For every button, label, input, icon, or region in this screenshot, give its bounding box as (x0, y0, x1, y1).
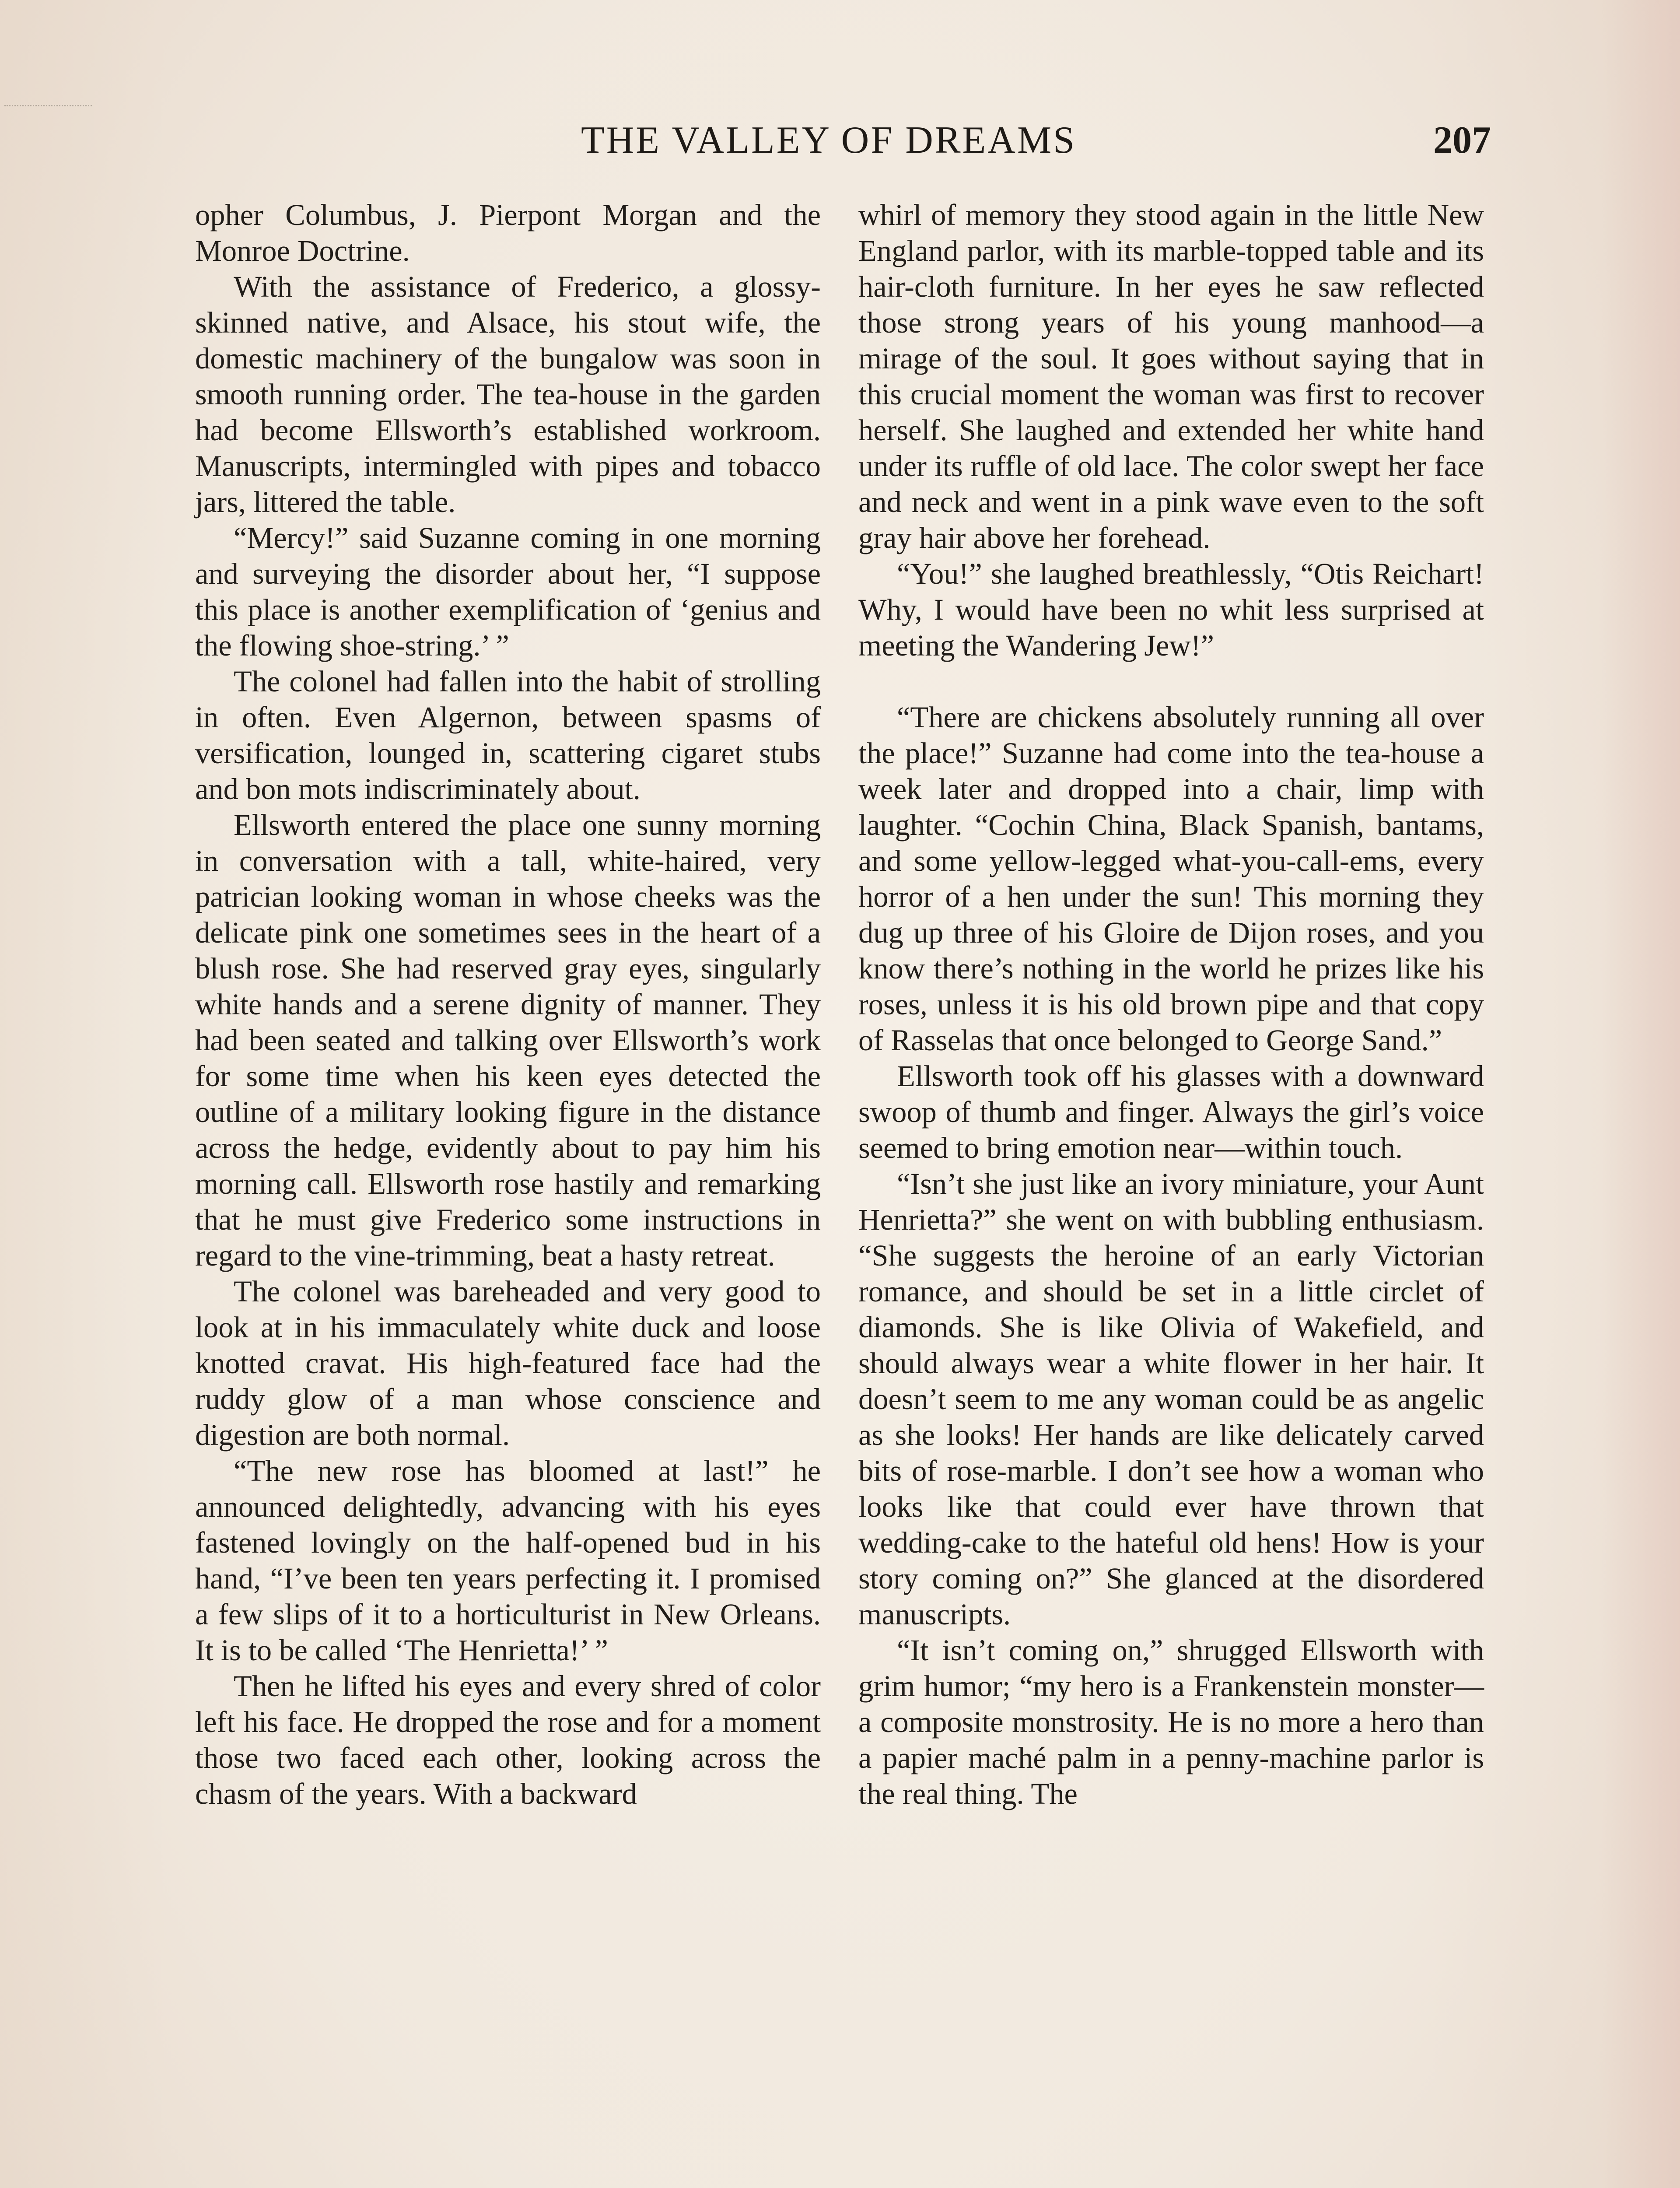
paragraph: Then he lifted his eyes and every shred of color left his face. He dropped the rose and for a moment those two faced each other, looking across the chasm of the years. With a backward (195, 1669, 821, 1810)
paragraph: With the assistance of Frederico, a glossy-skinned native, and Alsace, his stout wife, the domestic machinery of the bungalow was soon in smooth running order. The tea-house in the garden had become Ellsworth’s established workroom. Manuscripts, intermingled with pipes and tobacco jars, littered the table. (195, 270, 821, 519)
right-column (858, 197, 1484, 1812)
paragraph: “Isn’t she just like an ivory miniature, your Aunt Henrietta?” she went on with bubbling enthusiasm. “She suggests the heroine of an early Victorian romance, and should be set in a little circlet of diamonds. She is like Olivia of Wakefield, and should always wear a white flower in her hair. It doesn’t seem to me any woman could be as angelic as she looks! Her hands are like delicately carved bits of rose-marble. I don’t see how a woman who looks like that could ever have thrown that wedding-cake to the hateful old hens! How is your story coming on?” She glanced at the disordered manuscripts. (858, 1167, 1484, 1631)
paragraph: The colonel had fallen into the habit of strolling in often. Even Algernon, between spasms of versification, lounged in, scattering cigaret stubs and bon mots indiscriminately about. (195, 665, 821, 806)
paragraph: The colonel was bareheaded and very good to look at in his immaculately white duck and loose knotted cravat. His high-featured face had the ruddy glow of a man whose conscience and digestion are both normal. (195, 1275, 821, 1452)
paragraph: Ellsworth entered the place one sunny morning in conversation with a tall, white-haired, very patrician looking woman in whose cheeks was the delicate pink one sometimes sees in the heart of a blush rose. She had reserved gray eyes, singularly white hands and a serene dignity of manner. They had been seated and talking over Ellsworth’s work for some time when his keen eyes detected the outline of a military looking figure in the distance across the hedge, evidently about to pay him his morning call. Ellsworth rose hastily and remarking that he must give Frederico some instructions in regard to the vine-trimming, beat a hasty retreat. (195, 808, 821, 1272)
page-header (196, 118, 1491, 171)
left-column (195, 197, 821, 1812)
running-title: THE VALLEY OF DREAMS (581, 119, 1077, 161)
print-smudge (4, 105, 92, 112)
paragraph: “The new rose has bloomed at last!” he announced delightedly, advancing with his eyes fastened lovingly on the half-opened bud in his hand, “I’ve been ten years perfecting it. I promised a few slips of it to a horticulturist in New Orleans. It is to be called ‘The Henrietta!’ ” (195, 1454, 821, 1667)
paragraph: “You!” she laughed breathlessly, “Otis Reichart! Why, I would have been no whit less surprised at meeting the Wandering Jew!” (858, 557, 1484, 662)
paragraph: “Mercy!” said Suzanne coming in one morning and surveying the disorder about her, “I suppose this place is another exemplification of ‘genius and the flowing shoe-string.’ ” (195, 521, 821, 662)
paragraph: opher Columbus, J. Pierpont Morgan and the Monroe Doctrine. (195, 198, 821, 267)
paragraph: “There are chickens absolutely running all over the place!” Suzanne had come into the tea-house a week later and dropped into a chair, limp with laughter. “Cochin China, Black Spanish, bantams, and some yellow-legged what-you-call-ems, every horror of a hen under the sun! This morning they dug up three of his Gloire de Dijon roses, and you know there’s nothing in the world he prizes like his roses, unless it is his old brown pipe and that copy of Rasselas that once belonged to George Sand.” (858, 701, 1484, 1057)
page-number: 207 (1433, 119, 1491, 161)
paragraph: whirl of memory they stood again in the little New England parlor, with its marble-topped table and its hair-cloth furniture. In her eyes he saw reflected those strong years of his young manhood—a mirage of the soul. It goes without saying that in this crucial moment the woman was first to recover herself. She laughed and extended her white hand under its ruffle of old lace. The color swept her face and neck and went in a pink wave even to the soft gray hair above her forehead. (858, 198, 1484, 554)
paragraph: Ellsworth took off his glasses with a downward swoop of thumb and finger. Always the girl’s voice seemed to bring emotion near—within touch. (858, 1059, 1484, 1164)
paragraph: “It isn’t coming on,” shrugged Ellsworth with grim humor; “my hero is a Frankenstein monster—a composite monstrosity. He is no more a hero than a papier maché palm in a penny-machine parlor is the real thing. The (858, 1634, 1484, 1810)
page-edge-shadow (1601, 0, 1680, 2188)
